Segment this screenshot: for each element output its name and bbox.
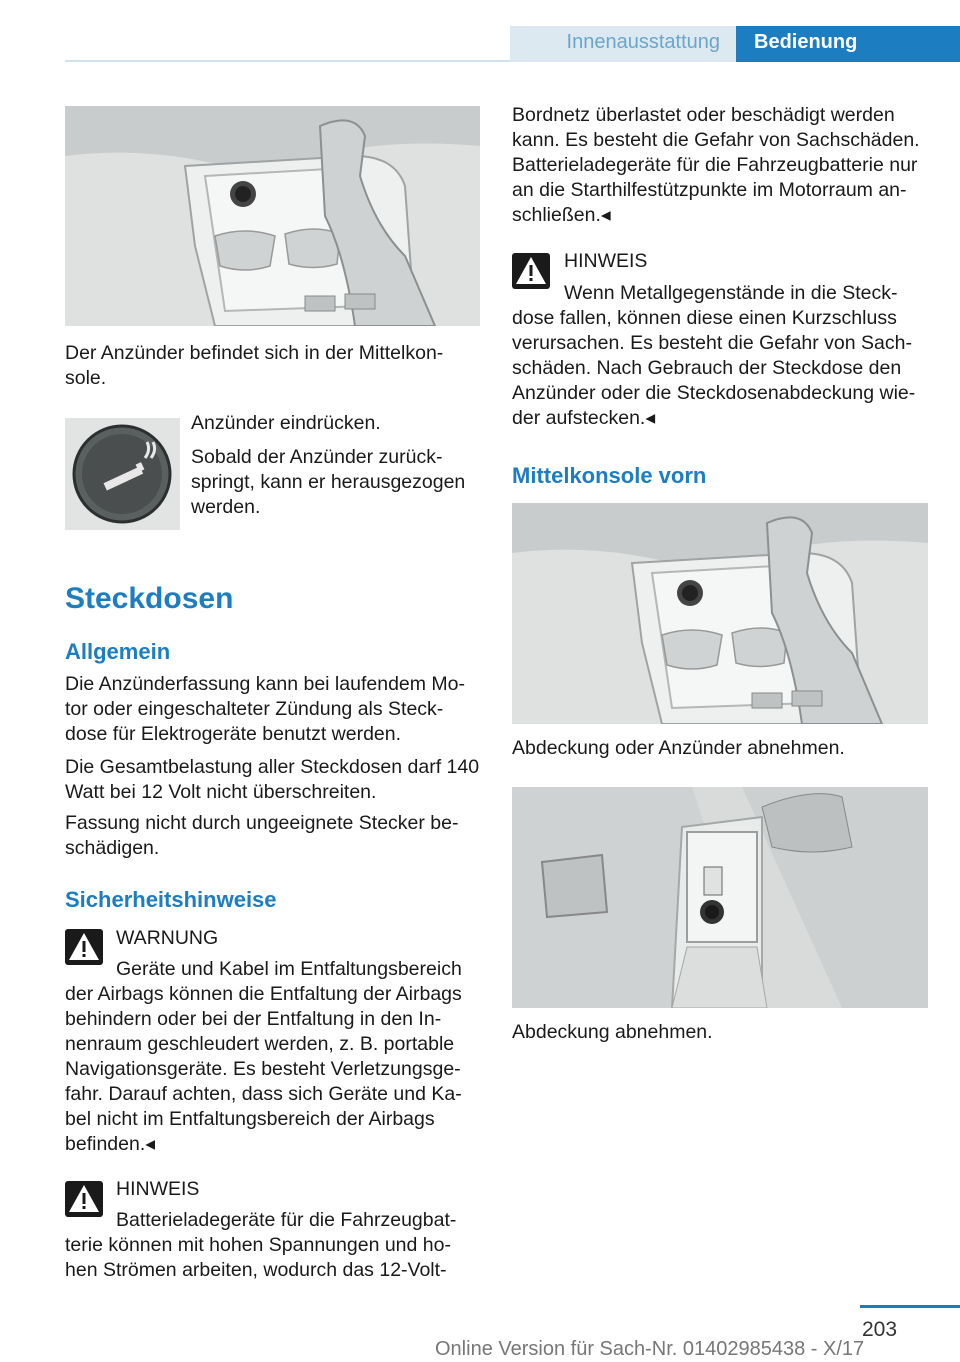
lighter-pop-text: Sobald der Anzünder zurück-springt, kann er herausgezogen werden. — [191, 446, 466, 518]
footer-version: Online Version für Sach-Nr. 01402985438 - X/17 — [435, 1338, 865, 1360]
warning-label: WARNUNG — [116, 927, 219, 949]
note-label: HINWEIS — [116, 1178, 200, 1200]
caption-rear-console: Abdeckung abnehmen. — [512, 1021, 713, 1043]
lighter-press-text: Anzünder eindrücken. — [191, 412, 381, 434]
general-paragraph-2: Die Gesamtbelastung aller Steckdosen darf 140 Watt bei 12 Volt nicht überschreiten. — [65, 756, 480, 803]
header-tab-section[interactable]: Innenausstattung — [510, 26, 736, 62]
page-number: 203 — [862, 1318, 898, 1341]
note-body: dose fallen, können diese einen Kurzschluss verursachen. Es besteht die Gefahr von Sach-schäden. Nach Gebrauch der Steckdose den Anzünder oder die Steckdosenabdeckung wie-der aufstecken.◂ — [512, 307, 916, 429]
subsection-title-sicherheitshinweise: Sicherheitshinweise — [65, 887, 277, 912]
caption-lighter-location: Der Anzünder befindet sich in der Mittelkon-sole. — [65, 342, 444, 389]
warning-first-line: Geräte und Kabel im Entfaltungsbereich — [116, 958, 462, 980]
console-lighter-image — [65, 106, 480, 326]
note-triangle-icon — [512, 253, 550, 289]
footer-rule — [860, 1305, 960, 1308]
note-continuation: Bordnetz überlastet oder beschädigt werden kann. Es besteht die Gefahr von Sachschäden. Batterieladegeräte für die Fahrzeugbatterie nur an die Starthilfestützpunkte im Motorraum an-schließen.◂ — [512, 104, 920, 226]
note-triangle-icon — [65, 1181, 103, 1217]
note-label: HINWEIS — [564, 250, 648, 272]
note-body: terie können mit hohen Spannungen und ho-hen Strömen arbeiten, wodurch das 12-Volt- — [65, 1234, 451, 1281]
general-paragraph-1: Die Anzünderfassung kann bei laufendem Mo-tor oder eingeschalteter Zündung als Steck-dose für Elektrogeräte benutzt werden. — [65, 673, 465, 745]
subsection-title-mittelkonsole-vorn: Mittelkonsole vorn — [512, 463, 707, 488]
header-tab-chapter[interactable]: Bedienung — [736, 26, 960, 62]
warning-triangle-icon — [65, 929, 103, 965]
note-first-line: Wenn Metallgegenstände in die Steck- — [564, 282, 898, 304]
front-console-image — [512, 503, 928, 724]
general-paragraph-3: Fassung nicht durch ungeeignete Stecker be-schädigen. — [65, 812, 459, 859]
note-first-line: Batterieladegeräte für die Fahrzeugbat- — [116, 1209, 457, 1231]
subsection-title-allgemein: Allgemein — [65, 639, 171, 664]
caption-front-console: Abdeckung oder Anzünder abnehmen. — [512, 737, 845, 759]
section-title-steckdosen: Steckdosen — [65, 582, 234, 615]
warning-body: der Airbags können die Entfaltung der Airbags behindern oder bei der Entfaltung in den In-nenraum geschleudert werden, z. B. portable Navigationsgeräte. Es besteht Verletzungsge-fahr. Darauf achten, dass sich Geräte und Ka-bel nicht im Entfaltungsbereich der Airbags befinden.◂ — [65, 983, 462, 1155]
rear-console-socket-image — [512, 787, 928, 1008]
lighter-icon-image — [65, 418, 180, 530]
